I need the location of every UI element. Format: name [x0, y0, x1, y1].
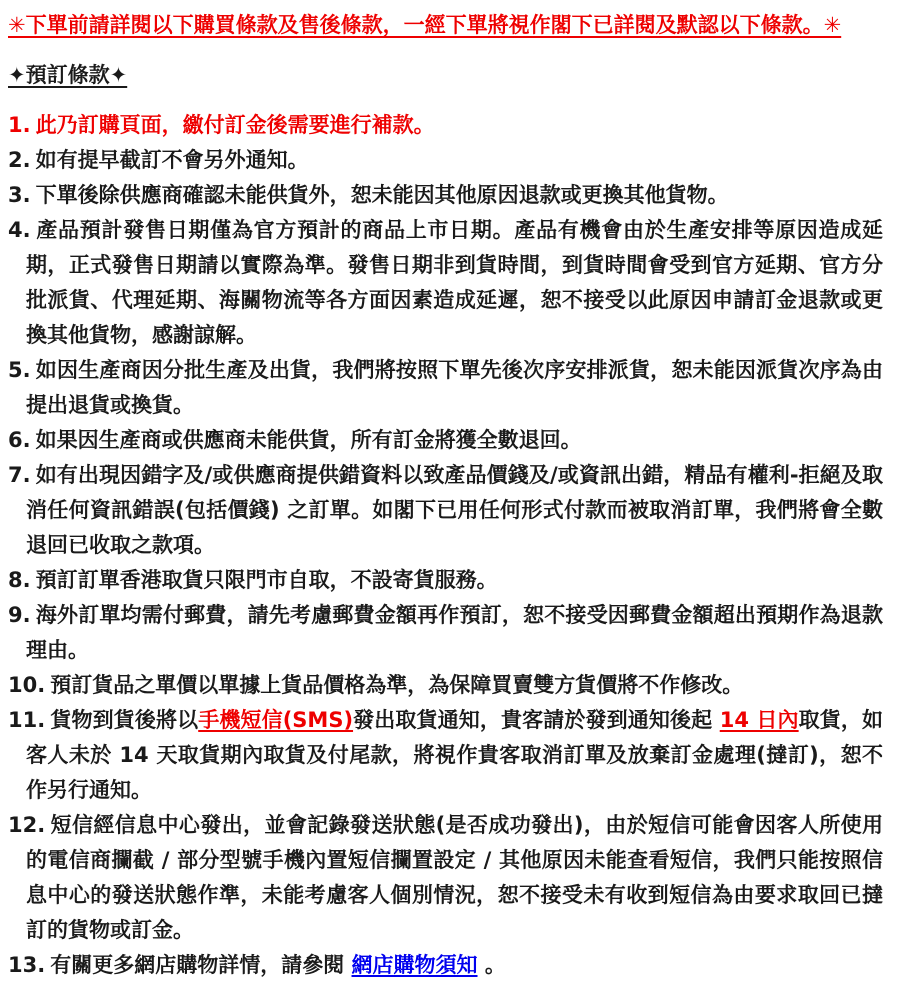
term-item-12: [8, 808, 883, 948]
term-text: [36, 148, 309, 172]
text-segment: 產品預計發售日期僅為官方預計的商品上市日期。產品有機會由於生產安排等原因造成延期，正式發售日期請以實際為準。發售日期非到貨時間，到貨時間會受到官方延期、官方分批派貨、代理延期、海關物流等各方面因素造成延遲，恕不接受以此原因申請訂金退款或更換其他貨物，感謝諒解。: [26, 218, 883, 347]
term-number: 3.: [8, 183, 31, 207]
text-segment: 如因生產商因分批生產及出貨，我們將按照下單先後次序安排派貨，恕未能因派貨次序為由提出退貨或換貨。: [26, 358, 883, 417]
text-segment: 有關更多網店購物詳情，請參閱: [50, 953, 352, 977]
term-item-4: [8, 213, 883, 353]
text-segment: 下單後除供應商確認未能供貨外，恕未能因其他原因退款或更換其他貨物。: [35, 183, 729, 207]
term-item-11: [8, 703, 883, 808]
term-item-2: [8, 143, 883, 178]
term-number: 12.: [8, 813, 46, 837]
term-text: [50, 953, 506, 977]
term-text: [26, 603, 883, 662]
shop-guide-link[interactable]: 網店購物須知: [351, 953, 478, 977]
text-segment: 。: [477, 953, 506, 977]
term-text: [50, 673, 743, 697]
term-number: 4.: [8, 218, 31, 242]
term-number: 1.: [8, 113, 31, 137]
text-segment: 貨物到貨後將以: [50, 708, 199, 732]
term-item-8: [8, 563, 883, 598]
term-number: 13.: [8, 953, 46, 977]
term-number: 6.: [8, 428, 31, 452]
text-segment: 取貨，如客人未於 14 天取貨期內取貨及付尾款，將視作貴客取消訂單及放棄訂金處理(撻訂)，恕不作另行通知。: [26, 708, 884, 802]
text-segment: 預訂訂單香港取貨只限門市自取，不設寄貨服務。: [35, 568, 498, 592]
term-item-1: [8, 108, 883, 143]
text-segment: 如有提早截訂不會另外通知。: [35, 148, 309, 172]
term-text: [36, 113, 435, 137]
term-text: [26, 813, 883, 942]
text-segment: 如果因生產商或供應商未能供貨，所有訂金將獲全數退回。: [35, 428, 582, 452]
term-text: [36, 568, 498, 592]
highlighted-text: 14 日內: [719, 708, 799, 732]
term-item-6: [8, 423, 883, 458]
text-segment: 短信經信息中心發出，並會記錄發送狀態(是否成功發出)，由於短信可能會因客人所使用的電信商攔截 / 部分型號手機內置短信攔置設定 / 其他原因未能查看短信，我們只能按照信息中心的發送狀態作準，未能考慮客人個別情況，恕不接受未有收到短信為由要求取回已撻訂的貨物或訂金。: [26, 813, 883, 942]
term-item-10: [8, 668, 883, 703]
preorder-warning-banner: ✳下單前請詳閱以下購買條款及售後條款，一經下單將視作閣下已詳閱及默認以下條款。✳: [8, 13, 842, 37]
term-item-9: [8, 598, 883, 668]
term-number: 5.: [8, 358, 31, 382]
preorder-terms-heading: ✦預訂條款✦: [8, 63, 128, 87]
term-item-7: [8, 458, 883, 563]
term-text: [26, 463, 883, 557]
term-item-13: [8, 948, 883, 983]
term-number: 10.: [8, 673, 46, 697]
term-number: 9.: [8, 603, 31, 627]
term-text: [36, 183, 729, 207]
text-segment: 如有出現因錯字及/或供應商提供錯資料以致產品價錢及/或資訊出錯，精品有權利-拒絕及取消任何資訊錯誤(包括價錢) 之訂單。如閣下已用任何形式付款而被取消訂單，我們將會全數退回已收取之款項。: [26, 463, 883, 557]
text-segment: 預訂貨品之單價以單據上貨品價格為準，為保障買賣雙方貨價將不作修改。: [50, 673, 744, 697]
term-number: 7.: [8, 463, 31, 487]
term-text: [36, 428, 582, 452]
term-text: [26, 218, 883, 347]
term-item-3: [8, 178, 883, 213]
highlighted-text: 手機短信(SMS): [198, 708, 354, 732]
text-segment: 海外訂單均需付郵費，請先考慮郵費金額再作預訂，恕不接受因郵費金額超出預期作為退款理由。: [26, 603, 883, 662]
term-item-5: [8, 353, 883, 423]
terms-list: [8, 108, 883, 983]
text-segment: 此乃訂購頁面，繳付訂金後需要進行補款。: [35, 113, 435, 137]
term-text: [26, 358, 883, 417]
term-number: 2.: [8, 148, 31, 172]
text-segment: 發出取貨通知，貴客請於發到通知後起: [353, 708, 720, 732]
term-text: [26, 708, 883, 802]
term-number: 8.: [8, 568, 31, 592]
term-number: 11.: [8, 708, 46, 732]
